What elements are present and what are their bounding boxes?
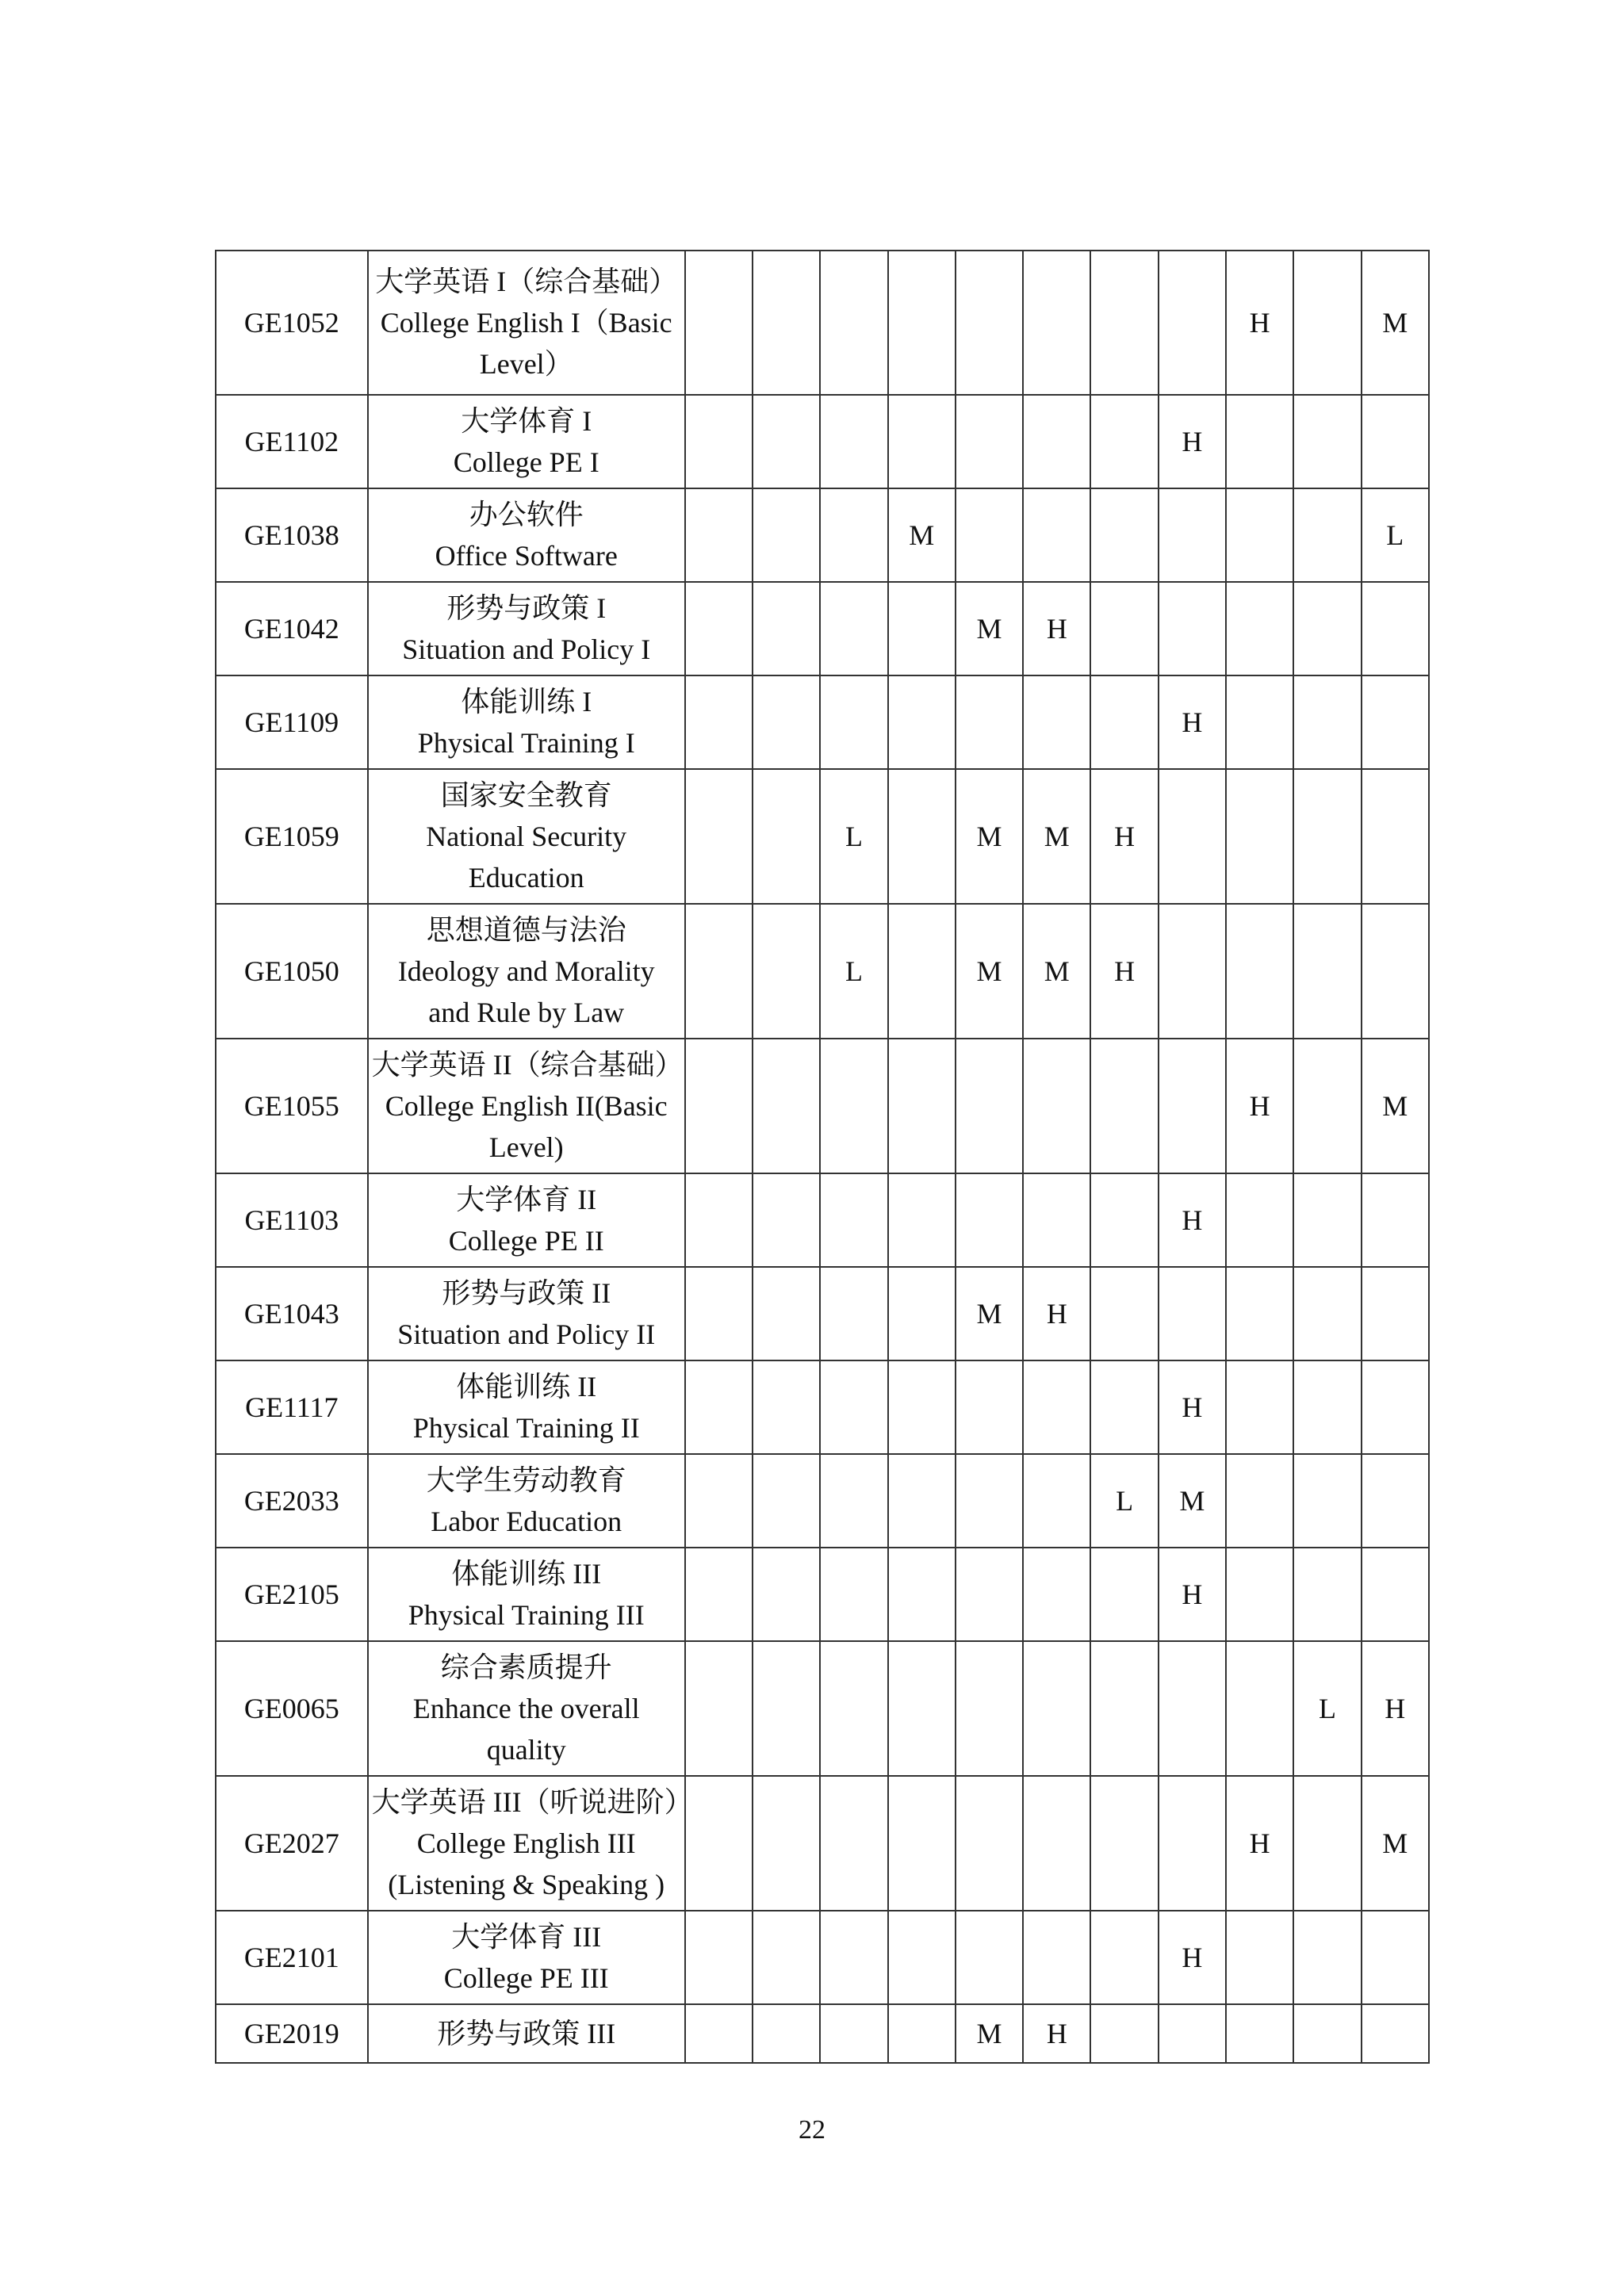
course-name-line: Labor Education	[431, 1506, 622, 1537]
support-level-cell	[1159, 1267, 1226, 1360]
support-level-cell: M	[956, 2004, 1023, 2063]
support-level-cell	[1023, 1641, 1090, 1776]
course-name	[368, 1548, 685, 1641]
course-code: GE1117	[216, 1360, 368, 1454]
course-name	[368, 1039, 685, 1173]
support-level-cell	[1023, 1454, 1090, 1548]
support-level-cell	[1023, 395, 1090, 488]
support-level-cell	[1023, 1360, 1090, 1454]
support-level-cell: M	[888, 488, 956, 582]
course-name-line: Ideology and Morality	[397, 955, 655, 987]
support-level-cell	[1293, 675, 1361, 769]
course-code: GE2027	[216, 1776, 368, 1911]
support-level-cell	[1090, 1641, 1158, 1776]
support-level-cell	[753, 1360, 820, 1454]
support-level-cell	[1159, 769, 1226, 904]
course-name-line: 综合素质提升	[440, 1651, 612, 1683]
support-level-cell	[1090, 1173, 1158, 1267]
support-level-cell	[1090, 1360, 1158, 1454]
support-level-cell: H	[1226, 1039, 1293, 1173]
support-level-cell	[753, 395, 820, 488]
support-level-cell	[753, 1641, 820, 1776]
course-name	[368, 395, 685, 488]
course-name-line: 思想道德与法治	[426, 913, 626, 946]
course-name-line: College English III	[416, 1827, 636, 1859]
course-name-line: Physical Training III	[408, 1599, 645, 1631]
support-level-cell: L	[1362, 488, 1429, 582]
support-level-cell	[1226, 1454, 1293, 1548]
support-level-cell	[956, 1360, 1023, 1454]
support-level-cell: H	[1023, 2004, 1090, 2063]
support-level-cell	[1226, 1641, 1293, 1776]
support-level-cell	[1090, 582, 1158, 675]
support-level-cell	[1362, 1454, 1429, 1548]
support-level-cell	[1293, 395, 1361, 488]
support-level-cell: L	[820, 904, 887, 1039]
support-level-cell	[888, 395, 956, 488]
course-code: GE1050	[216, 904, 368, 1039]
support-level-cell	[1362, 395, 1429, 488]
support-level-cell	[956, 1039, 1023, 1173]
support-level-cell	[1362, 1548, 1429, 1641]
support-level-cell	[1159, 1039, 1226, 1173]
support-level-cell	[1226, 1360, 1293, 1454]
support-level-cell	[1023, 488, 1090, 582]
course-name-line: 大学体育 I	[461, 404, 592, 437]
support-level-cell	[753, 1454, 820, 1548]
support-level-cell	[1226, 904, 1293, 1039]
support-level-cell	[753, 1776, 820, 1911]
table-row	[216, 582, 1429, 675]
support-level-cell	[888, 582, 956, 675]
course-code: GE1042	[216, 582, 368, 675]
support-level-cell	[820, 675, 887, 769]
course-name-line: 体能训练 II	[456, 1370, 597, 1402]
support-level-cell	[1362, 1911, 1429, 2004]
course-name-line: Enhance the overall	[412, 1692, 640, 1724]
support-level-cell	[1293, 582, 1361, 675]
support-level-cell	[1159, 1641, 1226, 1776]
support-level-cell	[1159, 2004, 1226, 2063]
support-level-cell	[753, 675, 820, 769]
support-level-cell: H	[1023, 582, 1090, 675]
course-name-line: Situation and Policy II	[397, 1318, 656, 1350]
table-row	[216, 488, 1429, 582]
course-code: GE1052	[216, 251, 368, 395]
support-level-cell	[1226, 1173, 1293, 1267]
support-level-cell	[820, 1267, 887, 1360]
support-level-cell: M	[1362, 1776, 1429, 1911]
support-level-cell: M	[1159, 1454, 1226, 1548]
support-level-cell: H	[1362, 1641, 1429, 1776]
course-name-line: 大学英语 II（综合基础）	[371, 1048, 684, 1081]
support-level-cell	[685, 582, 753, 675]
course-code: GE1109	[216, 675, 368, 769]
support-level-cell	[753, 1173, 820, 1267]
support-level-cell	[956, 1454, 1023, 1548]
course-name-line: College English II(Basic	[385, 1089, 668, 1122]
course-name-line: Situation and Policy I	[402, 633, 651, 665]
support-level-cell	[1226, 1548, 1293, 1641]
course-name-line: College PE III	[443, 1962, 609, 1994]
course-code: GE1059	[216, 769, 368, 904]
course-name	[368, 251, 685, 395]
support-level-cell: M	[956, 1267, 1023, 1360]
course-code: GE2033	[216, 1454, 368, 1548]
support-level-cell	[1226, 488, 1293, 582]
support-level-cell	[753, 1548, 820, 1641]
support-level-cell	[820, 488, 887, 582]
support-level-cell	[1293, 1454, 1361, 1548]
support-level-cell	[1362, 1267, 1429, 1360]
support-level-cell	[1226, 1911, 1293, 2004]
table-row	[216, 769, 1429, 904]
table-row	[216, 1641, 1429, 1776]
support-level-cell	[888, 1911, 956, 2004]
support-level-cell	[753, 582, 820, 675]
support-level-cell	[685, 1267, 753, 1360]
table-row	[216, 395, 1429, 488]
page-number: 22	[799, 2115, 825, 2145]
course-name-line: 大学体育 II	[456, 1183, 597, 1215]
course-name-line: Level)	[488, 1131, 564, 1164]
support-level-cell	[753, 1911, 820, 2004]
support-level-cell	[820, 1039, 887, 1173]
support-level-cell	[685, 1776, 753, 1911]
support-level-cell	[685, 1911, 753, 2004]
support-level-cell	[820, 1173, 887, 1267]
course-code: GE1038	[216, 488, 368, 582]
support-level-cell	[1293, 1360, 1361, 1454]
support-level-cell	[1090, 488, 1158, 582]
support-level-cell	[685, 1641, 753, 1776]
support-level-cell	[1159, 1776, 1226, 1911]
support-level-cell	[820, 251, 887, 395]
support-level-cell	[888, 1548, 956, 1641]
course-requirement-matrix	[215, 250, 1430, 2064]
support-level-cell	[956, 1173, 1023, 1267]
support-level-cell: H	[1159, 1911, 1226, 2004]
course-code: GE2019	[216, 2004, 368, 2063]
support-level-cell	[1090, 2004, 1158, 2063]
support-level-cell	[1023, 1548, 1090, 1641]
support-level-cell	[753, 769, 820, 904]
support-level-cell	[888, 1173, 956, 1267]
course-name	[368, 1173, 685, 1267]
support-level-cell	[753, 2004, 820, 2063]
support-level-cell	[1362, 769, 1429, 904]
support-level-cell	[820, 2004, 887, 2063]
support-level-cell	[1226, 2004, 1293, 2063]
support-level-cell	[1293, 1039, 1361, 1173]
table-row	[216, 904, 1429, 1039]
support-level-cell	[1226, 675, 1293, 769]
course-name-line: Physical Training I	[417, 727, 635, 759]
support-level-cell	[753, 251, 820, 395]
support-level-cell	[820, 1911, 887, 2004]
table-row	[216, 1454, 1429, 1548]
support-level-cell: H	[1226, 251, 1293, 395]
course-name-line: 大学体育 III	[451, 1920, 602, 1953]
support-level-cell	[1362, 1173, 1429, 1267]
course-code: GE1103	[216, 1173, 368, 1267]
support-level-cell	[1159, 582, 1226, 675]
course-name-line: Education	[468, 862, 584, 894]
support-level-cell	[753, 1039, 820, 1173]
support-level-cell: H	[1159, 675, 1226, 769]
course-name	[368, 904, 685, 1039]
course-name	[368, 582, 685, 675]
course-code: GE1043	[216, 1267, 368, 1360]
course-code: GE2105	[216, 1548, 368, 1641]
support-level-cell: H	[1090, 904, 1158, 1039]
support-level-cell	[1023, 1776, 1090, 1911]
support-level-cell	[1293, 2004, 1361, 2063]
support-level-cell	[685, 769, 753, 904]
course-name	[368, 1267, 685, 1360]
table-row	[216, 1911, 1429, 2004]
support-level-cell	[956, 1641, 1023, 1776]
support-level-cell	[1090, 1911, 1158, 2004]
support-level-cell	[888, 675, 956, 769]
support-level-cell	[956, 1776, 1023, 1911]
support-level-cell	[888, 1267, 956, 1360]
course-name-line: 大学生劳动教育	[426, 1464, 626, 1496]
course-code: GE2101	[216, 1911, 368, 2004]
support-level-cell	[1226, 582, 1293, 675]
support-level-cell	[685, 675, 753, 769]
course-name-line: College PE II	[448, 1225, 604, 1257]
course-name	[368, 675, 685, 769]
course-name-line: 体能训练 III	[451, 1557, 602, 1590]
support-level-cell	[1023, 1173, 1090, 1267]
support-level-cell	[1159, 904, 1226, 1039]
support-level-cell	[1090, 1267, 1158, 1360]
support-level-cell	[888, 904, 956, 1039]
support-level-cell	[1090, 1039, 1158, 1173]
support-level-cell	[888, 1360, 956, 1454]
support-level-cell	[1226, 1267, 1293, 1360]
support-level-cell	[685, 2004, 753, 2063]
support-level-cell	[956, 1548, 1023, 1641]
support-level-cell: H	[1159, 395, 1226, 488]
course-name	[368, 1641, 685, 1776]
course-name	[368, 1454, 685, 1548]
support-level-cell: M	[1023, 904, 1090, 1039]
course-code: GE1055	[216, 1039, 368, 1173]
table-body	[216, 251, 1429, 2063]
course-name	[368, 1360, 685, 1454]
course-name-line: Physical Training II	[412, 1412, 640, 1444]
table-row	[216, 2004, 1429, 2063]
support-level-cell	[1293, 1548, 1361, 1641]
course-name-line: 体能训练 I	[461, 685, 592, 718]
support-level-cell	[956, 1911, 1023, 2004]
support-level-cell	[685, 251, 753, 395]
course-name-line: College English I（Basic	[380, 306, 672, 339]
support-level-cell: M	[1362, 1039, 1429, 1173]
support-level-cell	[1023, 1911, 1090, 2004]
support-level-cell	[685, 1360, 753, 1454]
course-name	[368, 2004, 685, 2063]
support-level-cell	[1362, 675, 1429, 769]
course-name-line: National Security	[426, 820, 627, 852]
support-level-cell	[753, 1267, 820, 1360]
support-level-cell: H	[1023, 1267, 1090, 1360]
support-level-cell: H	[1159, 1548, 1226, 1641]
support-level-cell	[888, 1641, 956, 1776]
course-name-line: Level）	[479, 348, 573, 381]
course-name	[368, 1911, 685, 2004]
support-level-cell	[820, 1776, 887, 1911]
course-code: GE0065	[216, 1641, 368, 1776]
support-level-cell	[1362, 2004, 1429, 2063]
course-name-line: College PE I	[453, 446, 599, 478]
table-row	[216, 1039, 1429, 1173]
support-level-cell	[1362, 904, 1429, 1039]
support-level-cell	[888, 1776, 956, 1911]
support-level-cell	[1226, 395, 1293, 488]
support-level-cell	[820, 1548, 887, 1641]
support-level-cell	[1293, 1267, 1361, 1360]
support-level-cell	[956, 251, 1023, 395]
course-name-line: 办公软件	[469, 498, 584, 530]
support-level-cell	[753, 488, 820, 582]
support-level-cell	[685, 1454, 753, 1548]
support-level-cell	[1362, 582, 1429, 675]
table-row	[216, 1548, 1429, 1641]
course-name-line: (Listening & Speaking )	[388, 1869, 665, 1901]
support-level-cell: L	[1090, 1454, 1158, 1548]
support-level-cell	[685, 1548, 753, 1641]
support-level-cell	[820, 1360, 887, 1454]
course-name-line: 国家安全教育	[440, 779, 612, 811]
support-level-cell	[1293, 904, 1361, 1039]
support-level-cell: H	[1159, 1360, 1226, 1454]
support-level-cell: L	[820, 769, 887, 904]
support-level-cell	[1023, 675, 1090, 769]
support-level-cell	[1159, 488, 1226, 582]
support-level-cell	[753, 904, 820, 1039]
support-level-cell: L	[1293, 1641, 1361, 1776]
support-level-cell: M	[1023, 769, 1090, 904]
course-name-line: Office Software	[435, 540, 618, 572]
support-level-cell	[1293, 251, 1361, 395]
support-level-cell	[1090, 395, 1158, 488]
support-level-cell	[1090, 1548, 1158, 1641]
support-level-cell	[888, 1454, 956, 1548]
support-level-cell	[1090, 251, 1158, 395]
support-level-cell	[820, 1641, 887, 1776]
course-name-line: 形势与政策 II	[442, 1276, 611, 1309]
course-name-line: quality	[486, 1734, 566, 1766]
support-level-cell	[1293, 1173, 1361, 1267]
course-name	[368, 769, 685, 904]
support-level-cell	[1090, 1776, 1158, 1911]
course-name	[368, 488, 685, 582]
support-level-cell	[820, 1454, 887, 1548]
support-level-cell	[956, 488, 1023, 582]
course-name-line: and Rule by Law	[428, 997, 625, 1029]
course-name-line: 形势与政策 III	[437, 2017, 616, 2049]
support-level-cell	[1293, 488, 1361, 582]
support-level-cell	[685, 1039, 753, 1173]
support-level-cell	[1362, 1360, 1429, 1454]
support-level-cell: M	[956, 904, 1023, 1039]
support-level-cell	[1023, 251, 1090, 395]
support-level-cell	[1293, 1776, 1361, 1911]
support-level-cell	[956, 395, 1023, 488]
support-level-cell: H	[1090, 769, 1158, 904]
support-level-cell	[956, 675, 1023, 769]
support-level-cell	[888, 1039, 956, 1173]
support-level-cell	[888, 251, 956, 395]
course-name	[368, 1776, 693, 1911]
support-level-cell: M	[1362, 251, 1429, 395]
support-level-cell	[685, 904, 753, 1039]
support-level-cell: H	[1159, 1173, 1226, 1267]
support-level-cell	[1293, 769, 1361, 904]
support-level-cell: M	[956, 769, 1023, 904]
table-row	[216, 1360, 1429, 1454]
support-level-cell	[1159, 251, 1226, 395]
support-level-cell	[820, 582, 887, 675]
table-row	[216, 251, 1429, 395]
course-code: GE1102	[216, 395, 368, 488]
table-row	[216, 675, 1429, 769]
table-row	[216, 1776, 1429, 1911]
support-level-cell	[1293, 1911, 1361, 2004]
support-level-cell	[685, 1173, 753, 1267]
table-row	[216, 1173, 1429, 1267]
course-name-line: 形势与政策 I	[446, 591, 607, 624]
support-level-cell	[685, 488, 753, 582]
course-name-line: 大学英语 III（听说进阶）	[371, 1785, 693, 1818]
support-level-cell: M	[956, 582, 1023, 675]
course-name-line: 大学英语 I（综合基础）	[375, 265, 678, 297]
support-level-cell	[820, 395, 887, 488]
support-level-cell	[888, 2004, 956, 2063]
support-level-cell	[888, 769, 956, 904]
support-level-cell: H	[1226, 1776, 1293, 1911]
table-row	[216, 1267, 1429, 1360]
support-level-cell	[1226, 769, 1293, 904]
support-level-cell	[1090, 675, 1158, 769]
support-level-cell	[685, 395, 753, 488]
support-level-cell	[1023, 1039, 1090, 1173]
